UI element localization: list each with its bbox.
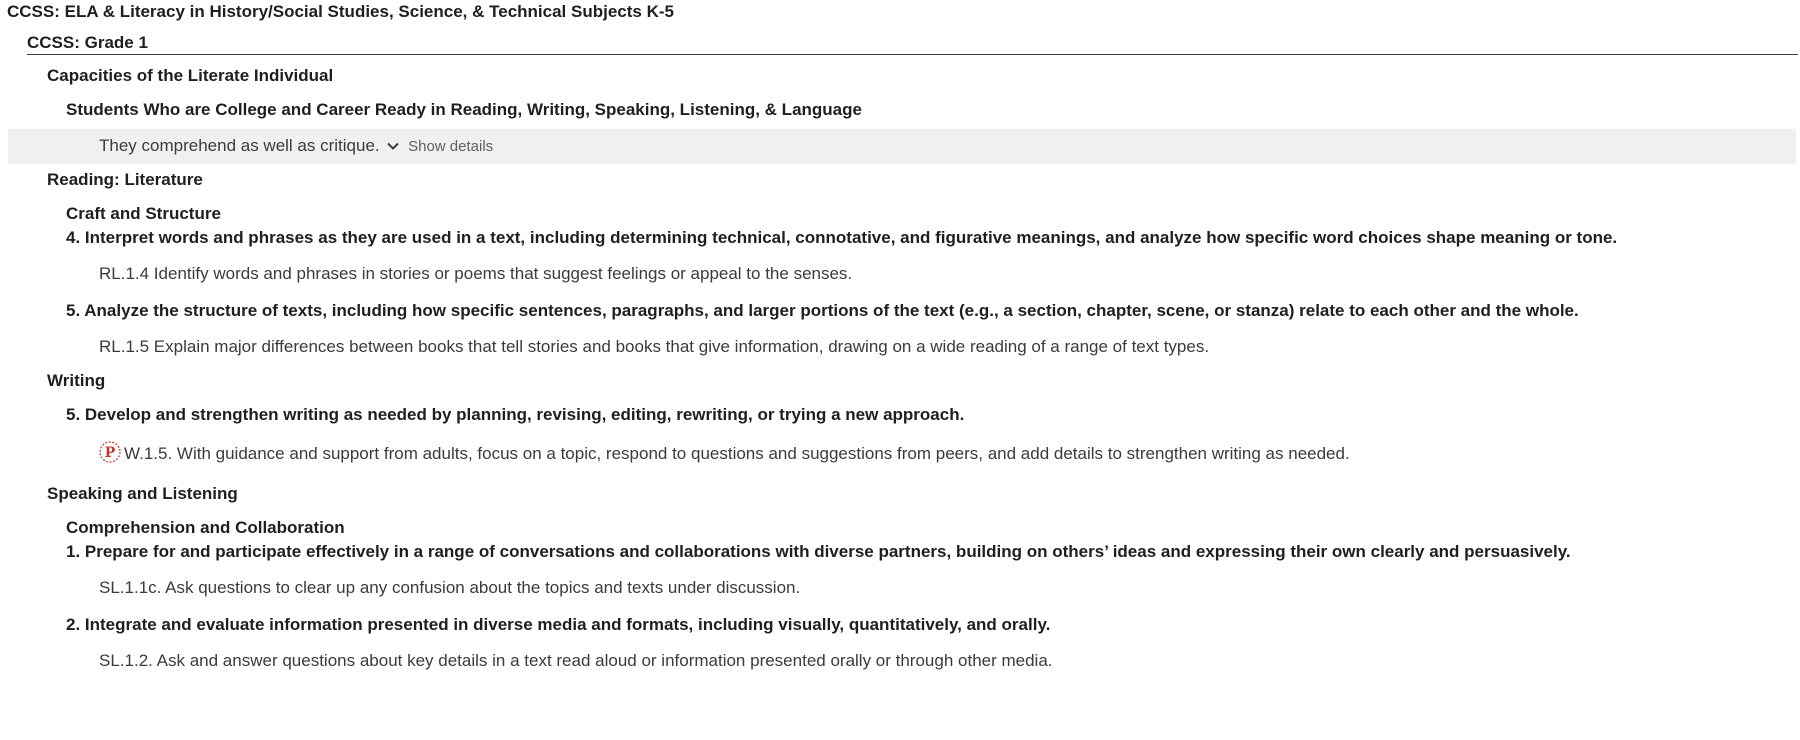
standard-w-1-5-text: W.1.5. With guidance and support from adults, focus on a topic, respond to questions and suggestions from peers, and add details to strengthen writing as needed. xyxy=(124,444,1350,463)
chevron-down-icon[interactable] xyxy=(387,140,399,152)
priority-badge-icon xyxy=(99,441,121,463)
capacities-item-text: They comprehend as well as critique. xyxy=(99,136,380,155)
speaking-listening-heading[interactable]: Speaking and Listening xyxy=(47,484,238,503)
root-standard-set[interactable]: CCSS: ELA & Literacy in History/Social Studies, Science, & Technical Subjects K-5 xyxy=(7,2,674,21)
show-details-link[interactable]: Show details xyxy=(408,138,494,155)
grade-divider xyxy=(27,54,1798,55)
standard-sl-1-2[interactable]: SL.1.2. Ask and answer questions about key details in a text read aloud or information presented orally or through other media. xyxy=(99,651,1053,670)
capacities-item xyxy=(99,136,493,156)
grade-heading[interactable]: CCSS: Grade 1 xyxy=(27,33,148,52)
capacities-subgroup[interactable]: Students Who are College and Career Ready in Reading, Writing, Speaking, Listening, & Language xyxy=(66,100,862,119)
reading-anchor-5[interactable]: 5. Analyze the structure of texts, including how specific sentences, paragraphs, and larger portions of the text (e.g., a section, chapter, scene, or stanza) relate to each other and the whole. xyxy=(66,301,1579,320)
speaking-anchor-1[interactable]: 1. Prepare for and participate effectively in a range of conversations and collaborations with diverse partners, building on others’ ideas and expressing their own clearly and persuasively. xyxy=(66,542,1571,561)
reading-anchor-4[interactable]: 4. Interpret words and phrases as they are used in a text, including determining technical, connotative, and figurative meanings, and analyze how specific word choices shape meaning or tone. xyxy=(66,228,1618,247)
capacities-heading[interactable]: Capacities of the Literate Individual xyxy=(47,66,334,85)
standard-sl-1-1c[interactable]: SL.1.1c. Ask questions to clear up any confusion about the topics and texts under discussion. xyxy=(99,578,801,597)
writing-anchor-5[interactable]: 5. Develop and strengthen writing as needed by planning, revising, editing, rewriting, or trying a new approach. xyxy=(66,405,965,424)
craft-structure-cluster[interactable]: Craft and Structure xyxy=(66,204,221,223)
svg-text:P: P xyxy=(104,445,116,461)
standard-rl-1-5[interactable]: RL.1.5 Explain major differences between books that tell stories and books that give information, drawing on a wide reading of a range of text types. xyxy=(99,337,1210,356)
standard-rl-1-4[interactable]: RL.1.4 Identify words and phrases in stories or poems that suggest feelings or appeal to the senses. xyxy=(99,264,853,283)
speaking-anchor-2[interactable]: 2. Integrate and evaluate information presented in diverse media and formats, including visually, quantitatively, and orally. xyxy=(66,615,1051,634)
reading-literature-heading[interactable]: Reading: Literature xyxy=(47,170,203,189)
comprehension-collaboration-cluster[interactable]: Comprehension and Collaboration xyxy=(66,518,345,537)
writing-heading[interactable]: Writing xyxy=(47,371,106,390)
standard-w-1-5[interactable] xyxy=(99,441,1350,464)
